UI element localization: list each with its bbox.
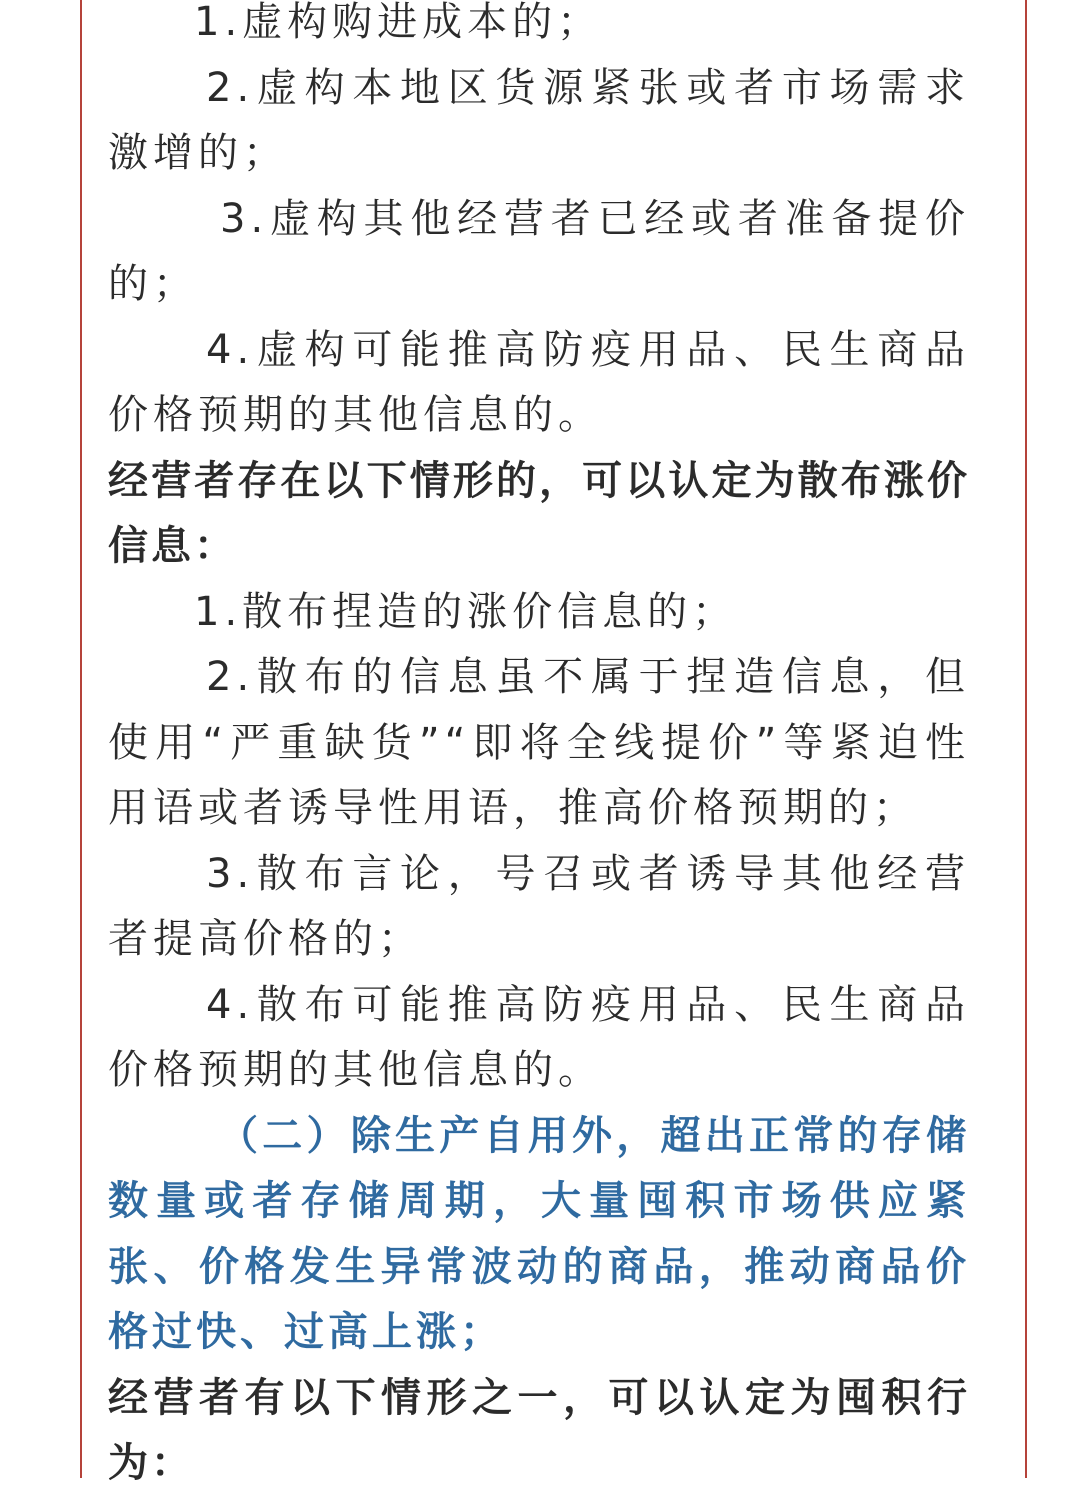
section-two-hoarding: （二）除生产自用外，超出正常的存储数量或者存储周期，大量囤积市场供应紧张、价格发生异常波动的商品，推动商品价格过快、过高上涨； [108, 1112, 970, 1355]
paragraph-fabricate-cost: 1.虚构购进成本的； [194, 0, 603, 45]
heading-hoarding-behavior: 经营者有以下情形之一，可以认定为囤积行为： [108, 1374, 970, 1486]
paragraph-spread-fabricated: 1.散布捏造的涨价信息的； [194, 588, 738, 635]
article-body [108, 0, 970, 1497]
frame-right-border [1025, 0, 1027, 1478]
frame-left-border [80, 0, 82, 1478]
paragraph-fabricate-price-rise: 3.虚构其他经营者已经或者准备提价的； [108, 195, 970, 307]
paragraph-spread-urgent-terms: 2.散布的信息虽不属于捏造信息，但使用“严重缺货”“即将全线提价”等紧迫性用语或者诱导性用语，推高价格预期的； [108, 654, 970, 831]
paragraph-spread-incite: 3.散布言论，号召或者诱导其他经营者提高价格的； [108, 850, 970, 962]
paragraph-fabricate-shortage: 2.虚构本地区货源紧张或者市场需求激增的； [108, 64, 970, 176]
paragraph-fabricate-other-info: 4.虚构可能推高防疫用品、民生商品价格预期的其他信息的。 [108, 326, 970, 438]
paragraph-spread-other-info: 4.散布可能推高防疫用品、民生商品价格预期的其他信息的。 [108, 981, 970, 1093]
heading-spread-price-info: 经营者存在以下情形的，可以认定为散布涨价信息： [108, 457, 970, 569]
